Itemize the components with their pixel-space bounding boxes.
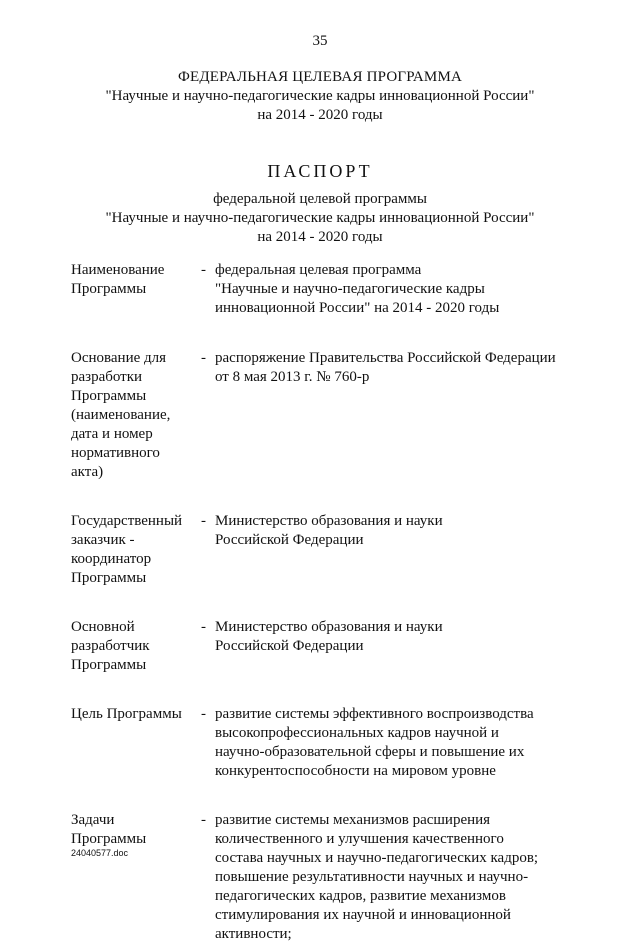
row-value: федеральная целевая программа "Научные и научно-педагогические кадры инновационной России" на 2014 - 2020 годы [215,262,500,316]
row-label: Цель Программы [71,706,182,722]
passport-program-period: на 2014 - 2020 годы [257,229,383,245]
row-dash: - [201,513,206,529]
program-period: на 2014 - 2020 годы [257,107,383,123]
passport-row-goal [71,705,591,781]
passport-program-name: "Научные и научно-педагогические кадры инновационной России" [105,210,535,226]
passport-row-customer [71,512,591,588]
passport-row-developer [71,618,591,675]
row-value: Министерство образования и науки Российской Федерации [215,619,443,654]
row-label: Наименование Программы [71,262,165,297]
row-dash: - [201,812,206,828]
row-label: Основание для разработки Программы (наименование, дата и номер нормативного акта) [71,350,171,480]
row-label: Государственный заказчик - координатор Программы [71,513,183,586]
row-label: Основной разработчик Программы [71,619,150,673]
row-value: развитие системы эффективного воспроизводства высокопрофессиональных кадров научной и научно-образовательной сферы и повышение их конкурентоспособности на мировом уровне [215,706,534,779]
row-value: Министерство образования и науки Российской Федерации [215,513,443,548]
program-title: ФЕДЕРАЛЬНАЯ ЦЕЛЕВАЯ ПРОГРАММА [177,69,463,85]
document-file-code: 24040577.doc [71,848,129,858]
row-dash: - [201,706,206,722]
page-number: 35 [312,33,328,49]
passport-header [0,160,640,247]
passport-row-basis [71,349,591,482]
program-name: "Научные и научно-педагогические кадры инновационной России" [105,88,535,104]
passport-title: ПАСПОРТ [267,161,373,181]
row-value: развитие системы механизмов расширения количественного и улучшения качественного состава научных и научно-педагогических кадров; повышение результативности научных и научно- педагогических кадров, развитие механизмов стимулирования их научной и инновационной активности; [215,812,539,942]
row-dash: - [201,350,206,366]
passport-row-name [71,261,591,318]
row-label: Задачи Программы [71,812,147,847]
passport-table [71,261,591,944]
passport-subtitle: федеральной целевой программы [213,191,427,207]
program-header [0,68,640,125]
passport-row-tasks [71,811,591,944]
row-dash: - [201,262,206,278]
row-dash: - [201,619,206,635]
row-value: распоряжение Правительства Российской Федерации от 8 мая 2013 г. № 760-р [215,350,556,385]
